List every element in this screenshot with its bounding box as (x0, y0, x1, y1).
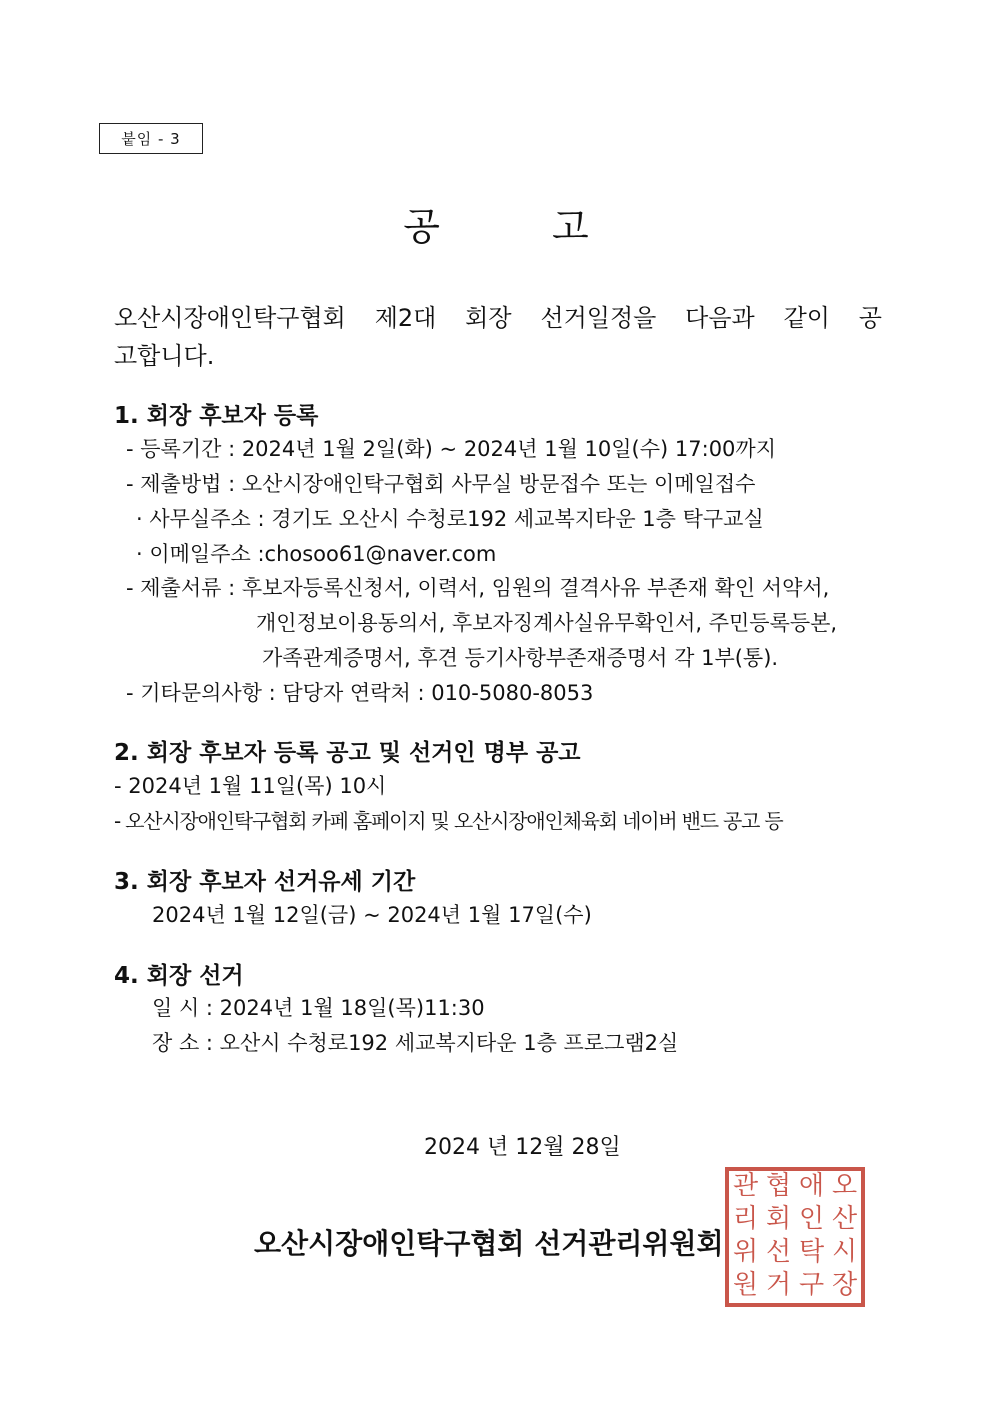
seal-char: 애 (798, 1171, 825, 1201)
section-3-heading: 3. 회장 후보자 선거유세 기간 (114, 869, 416, 895)
section-1-line: · 사무실주소 : 경기도 오산시 수청로192 세교복지타운 1층 탁구교실 (136, 507, 764, 531)
seal-char: 장 (831, 1270, 858, 1300)
section-1-line: · 이메일주소 :chosoo61@naver.com (136, 542, 497, 566)
section-2-line: - 2024년 1월 11일(목) 10시 (114, 774, 387, 798)
organization-name: 오산시장애인탁구협회 선거관리위원회 (254, 1227, 724, 1260)
section-4-line: 장 소 : 오산시 수청로192 세교복지타운 1층 프로그램2실 (152, 1031, 679, 1055)
document-date: 2024 년 12월 28일 (424, 1135, 621, 1160)
section-1-line: 개인정보이용동의서, 후보자징계사실유무확인서, 주민등록등본, (256, 611, 838, 635)
section-2-heading: 2. 회장 후보자 등록 공고 및 선거인 명부 공고 (114, 740, 581, 766)
attachment-label: 붙임 - 3 (99, 123, 203, 154)
seal-char: 관 (732, 1171, 759, 1201)
seal-char: 거 (765, 1270, 792, 1300)
seal-char: 구 (798, 1270, 825, 1300)
section-1-line: 가족관계증명서, 후견 등기사항부존재증명서 각 1부(통). (262, 646, 779, 670)
official-seal (725, 1167, 865, 1307)
seal-char: 시 (831, 1237, 858, 1267)
intro-word: 제2대 (374, 304, 437, 332)
seal-char: 협 (765, 1171, 792, 1201)
section-1-line: - 제출서류 : 후보자등록신청서, 이력서, 임원의 결격사유 부존재 확인 서약서, (126, 576, 830, 600)
intro-line-1 (114, 298, 882, 333)
section-1-line: - 기타문의사항 : 담당자 연락처 : 010-5080-8053 (126, 681, 594, 705)
intro-word: 오산시장애인탁구협회 (114, 304, 346, 332)
section-3-line: 2024년 1월 12일(금) ~ 2024년 1월 17일(수) (152, 903, 592, 927)
seal-char: 리 (732, 1204, 759, 1234)
seal-char: 선 (765, 1237, 792, 1267)
intro-line-2: 고합니다. (114, 342, 215, 370)
section-4-line: 일 시 : 2024년 1월 18일(목)11:30 (152, 996, 485, 1020)
seal-char: 오 (831, 1171, 858, 1201)
intro-word: 회장 (465, 304, 512, 332)
intro-word: 같이 (783, 304, 830, 332)
section-1-line: - 제출방법 : 오산시장애인탁구협회 사무실 방문접수 또는 이메일접수 (126, 472, 756, 496)
section-4-heading: 4. 회장 선거 (114, 963, 244, 989)
section-1-line: - 등록기간 : 2024년 1월 2일(화) ~ 2024년 1월 10일(수) 17:00까지 (126, 437, 776, 461)
section-2-line: - 오산시장애인탁구협회 카페 홈페이지 및 오산시장애인체육회 네이버 밴드 공고 등 (114, 809, 783, 833)
seal-char: 산 (831, 1204, 858, 1234)
seal-char: 위 (732, 1237, 759, 1267)
intro-word: 선거일정을 (540, 304, 657, 332)
seal-char: 원 (732, 1270, 759, 1300)
seal-char: 탁 (798, 1237, 825, 1267)
intro-word: 다음과 (685, 304, 755, 332)
intro-word: 공 (858, 304, 882, 332)
seal-char: 회 (765, 1204, 792, 1234)
seal-char: 인 (798, 1204, 825, 1234)
section-1-heading: 1. 회장 후보자 등록 (114, 403, 319, 429)
notice-title: 공 고 (403, 205, 639, 249)
